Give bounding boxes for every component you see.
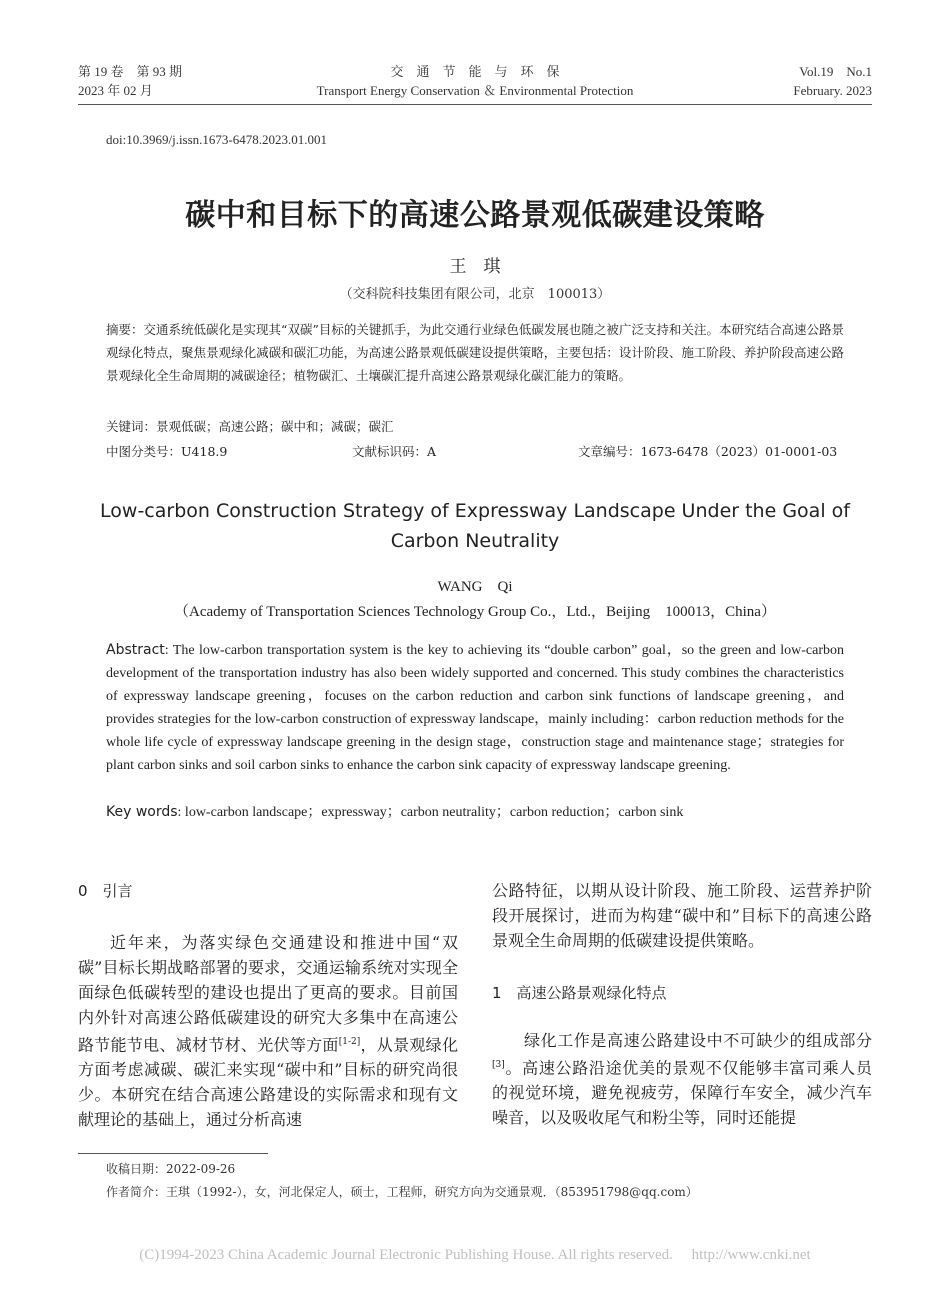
header-volume: 第 19 卷 第 93 期 (78, 64, 183, 79)
header-date-en: February. 2023 (793, 83, 872, 98)
section0-text-b: ，从景观绿化方面考虑减碳、碳汇来实现“碳中和”目标的研究尚很少。本研究在结合高速公路建设的实际需求和现有文献理论的基础上，通过分析高速 (78, 1035, 458, 1130)
title-en-line2: Carbon Neutrality (390, 530, 560, 552)
abstract-cn-text: 交通系统低碳化是实现其“双碳”目标的关键抓手，为此交通行业绿色低碳发展也随之被广泛支持和关注。本研究结合高速公路景观绿化特点，聚焦景观绿化减碳和碳汇功能，为高速公路景观低碳建设提供策略，主要包括：设计阶段、施工阶段、养护阶段高速公路景观绿化全生命周期的减碳途径；植物碳汇、土壤碳汇提升高速公路景观绿化碳汇能力的策略。 (106, 322, 844, 383)
header-vol-en: Vol.19 No.1 (799, 64, 872, 79)
doi: doi:10.3969/j.issn.1673-6478.2023.01.001 (106, 132, 328, 147)
header-journal-cn: 交 通 节 能 与 环 保 (390, 64, 560, 79)
abstract-cn (106, 318, 844, 387)
author-en: WANG Qi (437, 579, 513, 595)
keywords-en-label: Key words (106, 804, 178, 820)
footnote-received: 收稿日期：2022-09-26 (106, 1162, 236, 1176)
title-cn: 碳中和目标下的高速公路景观低碳建设策略 (185, 198, 765, 233)
abstract-cn-label: 摘要： (106, 322, 144, 337)
abstract-en-label: Abstract (106, 642, 165, 658)
affiliation-cn: （交科院科技集团有限公司，北京 100013） (339, 287, 611, 302)
article-number: 文章编号：1673-6478（2023）01-0001-03 (578, 444, 838, 459)
header-journal-en: Transport Energy Conservation ＆ Environmental Protection (316, 83, 634, 98)
citation-1-2: [1-2] (338, 1037, 361, 1047)
footnote-rule (78, 1153, 268, 1154)
keywords-cn-label: 关键词： (106, 419, 157, 434)
section-heading-1: 1 高速公路景观绿化特点 (492, 984, 667, 1002)
section1-text-a: 绿化工作是高速公路建设中不可缺少的组成部分 (524, 1031, 872, 1050)
section-heading-0: 0 引言 (78, 882, 133, 900)
keywords-cn (106, 415, 844, 438)
cnki-watermark: (C)1994-2023 China Academic Journal Electronic Publishing House. All rights reserved. http://www.cnki.net (139, 1247, 811, 1263)
affiliation-en: （Academy of Transportation Sciences Technology Group Co.，Ltd.，Beijing 100013，China） (174, 604, 776, 620)
footnote-author-bio: 作者简介：王琪（1992-），女，河北保定人，硕士，工程师，研究方向为交通景观．（853951798@qq.com） (106, 1185, 698, 1199)
section1-paragraph (492, 1028, 872, 1130)
abstract-en (106, 639, 844, 777)
keywords-cn-text: 景观低碳；高速公路；碳中和；减碳；碳汇 (156, 419, 394, 434)
author-cn: 王 琪 (449, 257, 501, 277)
header-rule (78, 104, 872, 105)
section1-text-b: 。高速公路沿途优美的景观不仅能够丰富司乘人员的视觉环境，避免视疲劳，保障行车安全，减少汽车噪音，以及吸收尾气和粉尘等，同时还能提 (492, 1058, 872, 1128)
section0-paragraph (78, 930, 458, 1132)
keywords-en (106, 801, 844, 824)
header-date: 2023 年 02 月 (78, 83, 153, 98)
title-en-line1: Low-carbon Construction Strategy of Expressway Landscape Under the Goal of (100, 500, 850, 522)
clc-number: 中图分类号：U418.9 (106, 444, 228, 459)
section0-paragraph-cont: 公路特征，以期从设计阶段、施工阶段、运营养护阶段开展探讨，进而为构建“碳中和”目标下的高速公路景观全生命周期的低碳建设提供策略。 (492, 881, 872, 950)
doc-code: 文献标识码：A (352, 444, 437, 459)
abstract-en-text: : The low-carbon transportation system is the key to achieving its “double carbon” goal，so the green and low-carbon development of the transportation industry has also been widely supported and concerned. This study combines the characteristics of expressway landscape greening，focuses on the carbon reduction and carbon sink functions of landscape greening，and provides strategies for the low-carbon construction of expressway landscape，mainly including：carbon reduction methods for the whole life cycle of expressway landscape greening in the design stage，construction stage and maintenance stage；strategies for plant carbon sinks and soil carbon sinks to enhance the carbon sink capacity of expressway landscape greening. (106, 643, 844, 773)
section0-text-a: 近年来，为落实绿色交通建设和推进中国“双碳”目标长期战略部署的要求，交通运输系统对实现全面绿色低碳转型的建设也提出了更高的要求。目前国内外针对高速公路低碳建设的研究大多集中在高速公路节能节电、减材节材、光伏等方面 (78, 933, 458, 1055)
citation-3: [3] (492, 1060, 505, 1070)
keywords-en-text: : low-carbon landscape；expressway；carbon neutrality；carbon reduction；carbon sink (177, 805, 684, 820)
